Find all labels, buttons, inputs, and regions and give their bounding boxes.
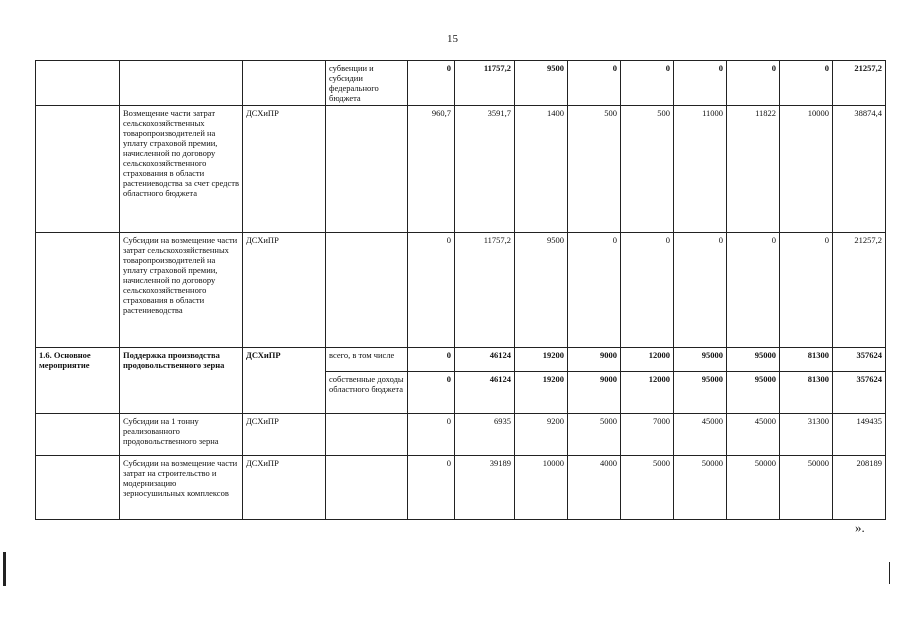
value-cell: 19200 xyxy=(515,348,568,372)
row-source: всего, в том числе xyxy=(326,348,408,372)
value-cell: 0 xyxy=(674,61,727,106)
value-cell: 960,7 xyxy=(408,106,455,233)
value-cell: 9000 xyxy=(568,348,621,372)
value-cell: 0 xyxy=(780,61,833,106)
value-cell: 95000 xyxy=(674,348,727,372)
value-cell: 0 xyxy=(727,61,780,106)
value-cell: 11757,2 xyxy=(455,233,515,348)
value-cell: 9200 xyxy=(515,414,568,456)
row-code xyxy=(36,233,120,348)
row-executor: ДСХиПР xyxy=(243,414,326,456)
value-cell: 50000 xyxy=(727,456,780,520)
value-cell: 11000 xyxy=(674,106,727,233)
value-cell: 3591,7 xyxy=(455,106,515,233)
value-cell: 0 xyxy=(727,233,780,348)
value-cell: 9500 xyxy=(515,61,568,106)
value-cell: 1400 xyxy=(515,106,568,233)
value-cell: 5000 xyxy=(568,414,621,456)
value-cell: 357624 xyxy=(833,348,886,372)
table-row xyxy=(36,456,886,520)
table-row xyxy=(36,106,886,233)
value-cell: 95000 xyxy=(727,372,780,414)
row-code: 1.6. Основное мероприятие xyxy=(36,348,120,414)
value-cell: 45000 xyxy=(727,414,780,456)
value-cell: 81300 xyxy=(780,372,833,414)
value-cell: 11757,2 xyxy=(455,61,515,106)
value-cell: 0 xyxy=(408,372,455,414)
table-row xyxy=(36,348,886,372)
table-row xyxy=(36,61,886,106)
row-code xyxy=(36,456,120,520)
value-cell: 46124 xyxy=(455,348,515,372)
value-cell: 9000 xyxy=(568,372,621,414)
value-cell: 0 xyxy=(621,61,674,106)
value-cell: 12000 xyxy=(621,348,674,372)
value-cell: 81300 xyxy=(780,348,833,372)
value-cell: 11822 xyxy=(727,106,780,233)
row-executor: ДСХиПР xyxy=(243,106,326,233)
table-row xyxy=(36,414,886,456)
value-cell: 0 xyxy=(621,233,674,348)
budget-table xyxy=(35,60,886,520)
value-cell: 0 xyxy=(568,233,621,348)
value-cell: 0 xyxy=(568,61,621,106)
value-cell: 31300 xyxy=(780,414,833,456)
value-cell: 9500 xyxy=(515,233,568,348)
page-number: 15 xyxy=(447,33,458,45)
row-name: Поддержка производства продовольственного зерна xyxy=(120,348,243,414)
row-source xyxy=(326,106,408,233)
closing-quote-mark: ». xyxy=(855,520,865,535)
value-cell: 5000 xyxy=(621,456,674,520)
row-code xyxy=(36,106,120,233)
value-cell: 95000 xyxy=(674,372,727,414)
row-name: Субсидии на 1 тонну реализованного продовольственного зерна xyxy=(120,414,243,456)
value-cell: 10000 xyxy=(515,456,568,520)
row-name: Возмещение части затрат сельскохозяйственных товаропроизводителей на уплату страховой премии, начисленной по договору сельскохозяйственного страхования в области растениеводства за счет средств областного бюджета xyxy=(120,106,243,233)
row-name: Субсидии на возмещение части затрат на строительство и модернизацию зерносушильных комплексов xyxy=(120,456,243,520)
value-cell: 6935 xyxy=(455,414,515,456)
table-row xyxy=(36,233,886,348)
row-executor: ДСХиПР xyxy=(243,233,326,348)
value-cell: 21257,2 xyxy=(833,61,886,106)
value-cell: 0 xyxy=(780,233,833,348)
row-source xyxy=(326,456,408,520)
value-cell: 45000 xyxy=(674,414,727,456)
row-source xyxy=(326,233,408,348)
row-code xyxy=(36,414,120,456)
value-cell: 21257,2 xyxy=(833,233,886,348)
row-source xyxy=(326,414,408,456)
value-cell: 208189 xyxy=(833,456,886,520)
value-cell: 50000 xyxy=(780,456,833,520)
value-cell: 357624 xyxy=(833,372,886,414)
value-cell: 19200 xyxy=(515,372,568,414)
value-cell: 4000 xyxy=(568,456,621,520)
scan-edge-mark xyxy=(889,562,890,584)
value-cell: 10000 xyxy=(780,106,833,233)
scan-edge-mark xyxy=(3,552,6,586)
value-cell: 50000 xyxy=(674,456,727,520)
value-cell: 500 xyxy=(621,106,674,233)
row-code xyxy=(36,61,120,106)
value-cell: 95000 xyxy=(727,348,780,372)
value-cell: 149435 xyxy=(833,414,886,456)
value-cell: 500 xyxy=(568,106,621,233)
row-name xyxy=(120,61,243,106)
value-cell: 7000 xyxy=(621,414,674,456)
value-cell: 46124 xyxy=(455,372,515,414)
value-cell: 0 xyxy=(674,233,727,348)
row-name: Субсидии на возмещение части затрат сельскохозяйственных товаропроизводителей на уплату страховой премии, начисленной по договору сельскохозяйственного страхования в области растениеводства xyxy=(120,233,243,348)
value-cell: 39189 xyxy=(455,456,515,520)
value-cell: 12000 xyxy=(621,372,674,414)
value-cell: 0 xyxy=(408,348,455,372)
row-executor xyxy=(243,61,326,106)
value-cell: 0 xyxy=(408,233,455,348)
row-source: субвенции и субсидии федерального бюджета xyxy=(326,61,408,106)
value-cell: 38874,4 xyxy=(833,106,886,233)
value-cell: 0 xyxy=(408,61,455,106)
value-cell: 0 xyxy=(408,456,455,520)
row-executor: ДСХиПР xyxy=(243,456,326,520)
row-source: собственные доходы областного бюджета xyxy=(326,372,408,414)
row-executor: ДСХиПР xyxy=(243,348,326,414)
value-cell: 0 xyxy=(408,414,455,456)
